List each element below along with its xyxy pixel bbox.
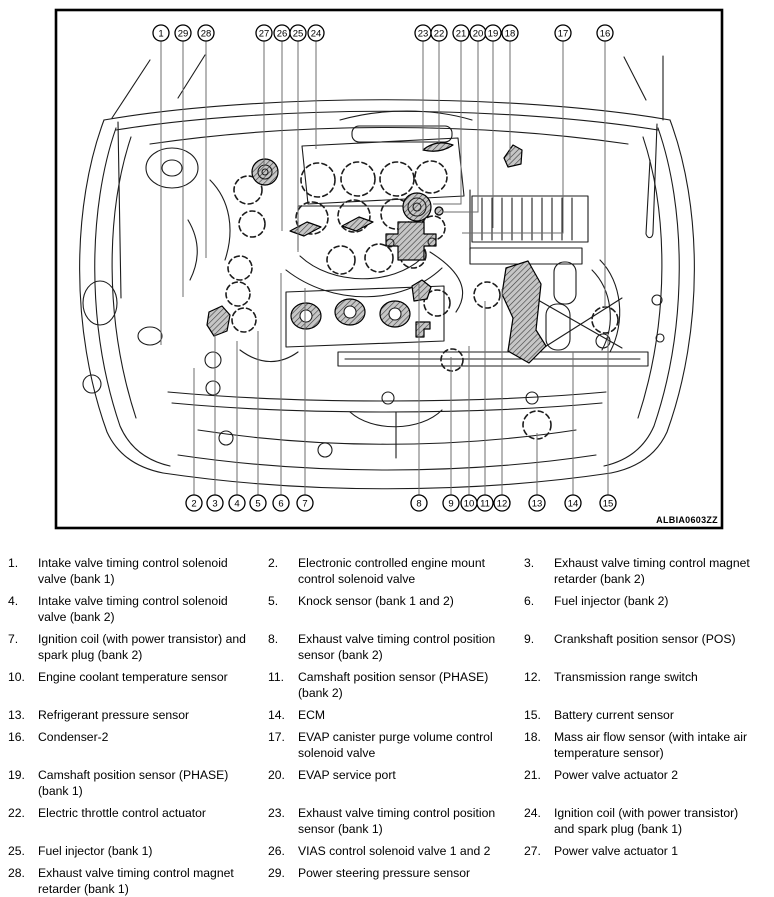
legend-number: 18.: [524, 730, 541, 744]
legend-item: [268, 707, 522, 723]
legend-number: 3.: [524, 556, 535, 570]
legend-text: ECM: [298, 708, 326, 722]
figure-code: ALBIA0603ZZ: [656, 515, 718, 525]
svg-text:26: 26: [276, 28, 288, 40]
svg-text:7: 7: [302, 498, 308, 510]
legend-text: Exhaust valve timing control position sensor (bank 1): [298, 806, 496, 836]
svg-text:16: 16: [599, 28, 611, 40]
legend-text: Ignition coil (with power transistor) and spark plug (bank 2): [38, 632, 246, 662]
legend-number: 25.: [8, 844, 25, 858]
legend-text: Knock sensor (bank 1 and 2): [298, 594, 454, 608]
legend-text: Exhaust valve timing control magnet retarder (bank 2): [554, 556, 750, 586]
svg-text:4: 4: [234, 498, 240, 510]
legend-number: 14.: [268, 708, 285, 722]
svg-text:5: 5: [255, 498, 261, 510]
legend-number: 4.: [8, 594, 19, 608]
svg-text:3: 3: [212, 498, 218, 510]
svg-text:8: 8: [416, 498, 422, 510]
svg-text:17: 17: [557, 28, 569, 40]
svg-text:21: 21: [455, 28, 467, 40]
legend-number: 2.: [268, 556, 279, 570]
legend-item: [524, 729, 770, 761]
legend-item: [524, 555, 770, 587]
legend-text: Fuel injector (bank 1): [38, 844, 153, 858]
legend-text: Condenser-2: [38, 730, 109, 744]
legend-item: [268, 555, 522, 587]
legend-item: [8, 707, 266, 723]
legend-item: [268, 843, 522, 859]
legend-number: 12.: [524, 670, 541, 684]
legend-number: 9.: [524, 632, 535, 646]
legend-item: [8, 631, 266, 663]
legend-number: 20.: [268, 768, 285, 782]
legend-item: [524, 631, 770, 663]
legend-number: 13.: [8, 708, 25, 722]
legend-item: [524, 707, 770, 723]
svg-text:9: 9: [448, 498, 454, 510]
legend-text: Power valve actuator 2: [554, 768, 678, 782]
legend-number: 24.: [524, 806, 541, 820]
legend-text: Exhaust valve timing control position sensor (bank 2): [298, 632, 496, 662]
legend-number: 21.: [524, 768, 541, 782]
legend-text: Electric throttle control actuator: [38, 806, 206, 820]
legend-item: [8, 843, 266, 859]
legend-text: Camshaft position sensor (PHASE) (bank 1): [38, 768, 229, 798]
legend-item: [8, 555, 266, 587]
legend-item: [524, 805, 770, 837]
legend-grid: [8, 555, 770, 897]
legend-number: 11.: [268, 670, 285, 684]
legend-text: Mass air flow sensor (with intake air temperature sensor): [554, 730, 748, 760]
legend-number: 5.: [268, 594, 279, 608]
legend-text: Power steering pressure sensor: [298, 866, 471, 880]
legend-number: 7.: [8, 632, 19, 646]
legend-item: [524, 593, 770, 625]
legend-number: 23.: [268, 806, 285, 820]
legend-text: Camshaft position sensor (PHASE) (bank 2): [298, 670, 489, 700]
svg-text:24: 24: [310, 28, 322, 40]
legend-number: 1.: [8, 556, 19, 570]
legend-item: [524, 767, 770, 799]
legend-text: Transmission range switch: [554, 670, 698, 684]
legend-number: 17.: [268, 730, 285, 744]
svg-text:2: 2: [191, 498, 197, 510]
svg-text:11: 11: [480, 498, 490, 510]
legend-text: VIAS control solenoid valve 1 and 2: [298, 844, 491, 858]
legend-text: Crankshaft position sensor (POS): [554, 632, 736, 646]
svg-text:22: 22: [433, 28, 445, 40]
svg-text:15: 15: [602, 498, 614, 510]
legend-number: 27.: [524, 844, 541, 858]
svg-text:6: 6: [278, 498, 284, 510]
legend-item: [8, 669, 266, 701]
legend-number: 16.: [8, 730, 25, 744]
svg-text:28: 28: [200, 28, 212, 40]
legend-text: Battery current sensor: [554, 708, 674, 722]
legend-item: [268, 631, 522, 663]
svg-text:29: 29: [177, 28, 189, 40]
svg-text:27: 27: [258, 28, 270, 40]
legend-text: Exhaust valve timing control magnet retarder (bank 1): [38, 866, 234, 896]
legend-item: [268, 767, 522, 799]
legend-text: Power valve actuator 1: [554, 844, 678, 858]
legend-item: [268, 865, 522, 897]
svg-text:25: 25: [292, 28, 304, 40]
svg-text:20: 20: [472, 28, 484, 40]
legend-number: 28.: [8, 866, 25, 880]
legend-number: 29.: [268, 866, 285, 880]
legend-number: 8.: [268, 632, 279, 646]
legend-item: [268, 805, 522, 837]
legend-number: 6.: [524, 594, 535, 608]
legend-text: Electronic controlled engine mount control solenoid valve: [298, 556, 485, 586]
legend-number: 22.: [8, 806, 25, 820]
legend-number: 19.: [8, 768, 25, 782]
legend-item: [524, 843, 770, 859]
svg-text:23: 23: [417, 28, 429, 40]
legend-item: [8, 865, 266, 897]
legend-text: EVAP service port: [298, 768, 396, 782]
svg-text:10: 10: [463, 498, 475, 510]
legend-number: 26.: [268, 844, 285, 858]
svg-text:19: 19: [487, 28, 499, 40]
legend-text: Refrigerant pressure sensor: [38, 708, 190, 722]
svg-text:13: 13: [531, 498, 543, 510]
legend-text: Ignition coil (with power transistor) and spark plug (bank 1): [554, 806, 739, 836]
legend-text: Engine coolant temperature sensor: [38, 670, 228, 684]
legend-item: [8, 767, 266, 799]
legend-item: [268, 593, 522, 625]
figure-frame: [56, 10, 722, 528]
svg-text:1: 1: [158, 28, 164, 40]
svg-text:18: 18: [504, 28, 516, 40]
legend-text: EVAP canister purge volume control solenoid valve: [298, 730, 493, 760]
legend-item: [8, 805, 266, 837]
legend-item: [268, 669, 522, 701]
legend-number: 10.: [8, 670, 25, 684]
legend-text: Intake valve timing control solenoid valve (bank 1): [38, 556, 228, 586]
legend-item: [8, 593, 266, 625]
svg-text:12: 12: [496, 498, 508, 510]
legend-item: [8, 729, 266, 761]
legend-number: 15.: [524, 708, 541, 722]
legend-text: Intake valve timing control solenoid valve (bank 2): [38, 594, 228, 624]
svg-text:14: 14: [567, 498, 579, 510]
legend-item: [524, 669, 770, 701]
legend-item: [268, 729, 522, 761]
legend-text: Fuel injector (bank 2): [554, 594, 669, 608]
